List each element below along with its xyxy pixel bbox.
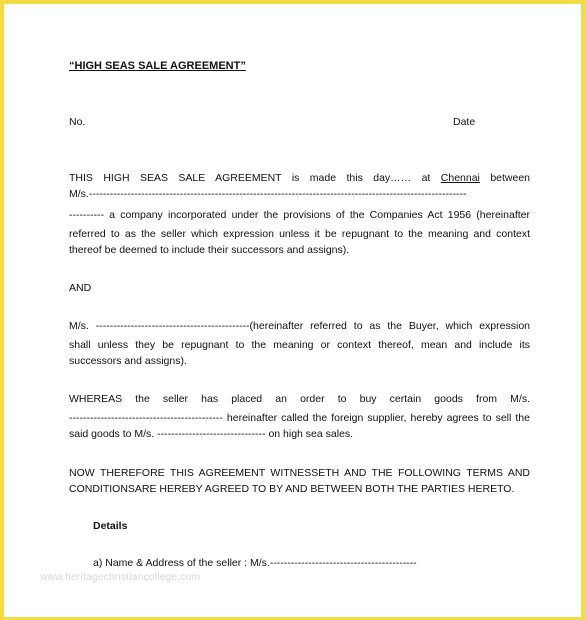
para4-line2: CONDITIONSARE HEREBY AGREED TO BY AND BETWEEN BOTH THE PARTIES HERETO.: [69, 483, 515, 495]
watermark: www.heritagechristiancollege.com: [40, 572, 201, 583]
para1-line5: thereof be deemed to include their successors and assigns).: [69, 244, 350, 256]
para3-line2: -------------------------------------------- hereinafter called the foreign supplier, hereby agrees to sell the: [69, 412, 530, 424]
para3-line3: said goods to M/s. ------------------------------- on high sea sales.: [69, 428, 354, 440]
para1-line1: [69, 169, 530, 188]
para1-line4: referred to as the seller which expression unless it be repugnant to the meaning and context: [69, 228, 530, 240]
para1-line2: M/s.------------------------------------------------------------------------------------------------------------: [69, 188, 467, 200]
para2-line3: successors and assigns).: [69, 355, 187, 367]
para1-line1-end: between: [490, 172, 531, 184]
para2-line1: M/s. --------------------------------------------(hereinafter referred to as the Buyer, which expression: [69, 320, 530, 332]
para4-line1: NOW THEREFORE THIS AGREEMENT WITNESSETH AND THE FOLLOWING TERMS AND: [69, 467, 530, 479]
number-label: No.: [69, 116, 86, 128]
date-label: Date: [453, 116, 476, 128]
document-page: [4, 4, 585, 620]
detail-seller-address: a) Name & Address of the seller : M/s.------------------------------------------: [93, 557, 417, 569]
para1-line1-start: THIS HIGH SEAS SALE AGREEMENT is made this day…… at: [69, 172, 431, 184]
para1-line3: ---------- a company incorporated under the provisions of the Companies Act 1956 (hereinafter: [69, 209, 530, 221]
and-label: AND: [69, 282, 92, 294]
para2-line2: shall unless they be repugnant to the meaning or context thereof, mean and include its: [69, 339, 530, 351]
city-name: Chennai: [440, 172, 480, 184]
details-heading: Details: [93, 520, 128, 532]
para3-line1: WHEREAS the seller has placed an order to buy certain goods from M/s.: [69, 393, 530, 405]
document-title: “HIGH SEAS SALE AGREEMENT”: [69, 60, 246, 72]
